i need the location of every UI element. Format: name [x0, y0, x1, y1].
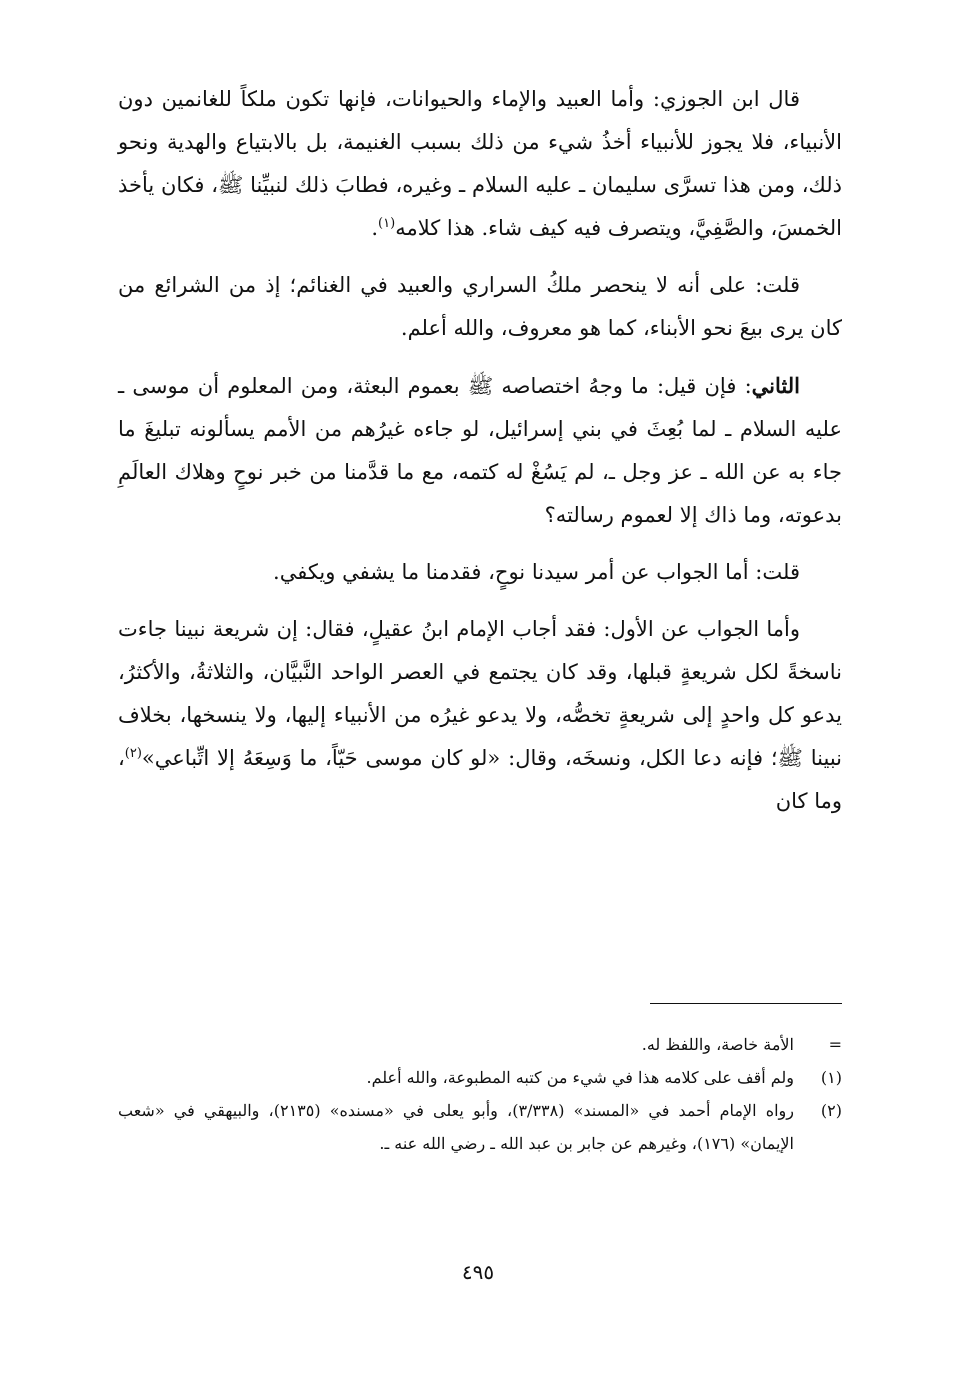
paragraph-4	[118, 551, 842, 594]
footnote-text: رواه الإمام أحمد في «المسند» (٣/٣٣٨)، وأبو يعلى في «مسنده» (٢١٣٥)، والبيهقي في «شعب الإيمان» (١٧٦)، وغيرهم عن جابر بن عبد الله ـ رضي الله عنه ـ.	[118, 1101, 794, 1153]
paragraph-3	[118, 364, 842, 537]
paragraph-5	[118, 608, 842, 823]
paragraph-1-text: قال ابن الجوزي: وأما العبيد والإماء والحيوانات، فإنها تكون ملكاً للغانمين دون الأنبياء، فلا يجوز للأنبياء أخذُ شيء من ذلك بسبب الغنيمة، بل بالابتياع والهدية ونحو ذلك، ومن هذا تسرَّى سليمان ـ عليه السلام ـ وغيره، فطابَ ذلك لنبيِّنا ﷺ، فكان يأخذ الخمسَ، والصَّفِيَّ، ويتصرف فيه كيف شاء. هذا كلامه	[118, 87, 842, 240]
footnote-separator	[650, 1003, 842, 1004]
footnote-text: ولم أقف على كلامه هذا في شيء من كتبه المطبوعة، والله أعلم.	[366, 1068, 794, 1087]
footnote-1	[118, 1061, 842, 1094]
paragraph-1	[118, 78, 842, 250]
paragraph-5-end: ، وما كان	[118, 746, 842, 813]
paragraph-1-end: .	[371, 216, 379, 240]
footnote-2	[118, 1094, 842, 1160]
footnotes	[118, 1028, 842, 1160]
paragraph-3-lead: الثاني	[751, 373, 800, 398]
paragraph-2	[118, 264, 842, 350]
paragraph-3-text: : فإن قيل: ما وجهُ اختصاصه ﷺ بعموم البعثة، ومن المعلوم أن موسى ـ عليه السلام ـ لما بُعِثَ في بني إسرائيل، لو جاءه غيرُهم من الأمم يسألونه تبليغَ ما جاء به عن الله ـ عز وجل ـ، لم يَسُغْ له كتمه، مع ما قدَّمنا من خبر نوحٍ وهلاك العالَمِ بدعوته، وما ذاك إلا لعموم رسالته؟	[118, 374, 842, 527]
footnote-continuation	[118, 1028, 842, 1061]
footnote-ref-1[interactable]: (١)	[378, 216, 396, 231]
paragraph-2-text: قلت: على أنه لا ينحصر ملكُ السراري والعبيد في الغنائم؛ إذ من الشرائع من كان يرى بيعَ نحو الأبناء، كما هو معروف، والله أعلم.	[118, 273, 842, 340]
paragraph-5-text: وأما الجواب عن الأول: فقد أجاب الإمام ابنُ عقيلٍ، فقال: إن شريعة نبينا جاءت ناسخةً لكل شريعةٍ قبلها، وقد كان يجتمع في العصر الواحد النَّبيَّان، والثلاثةُ، والأكثرُ، يدعو كل واحدٍ إلى شريعةٍ تخصُّه، ولا يدعو غيرُه من الأنبياء إليها، ولا ينسخها، بخلاف نبينا ﷺ؛ فإنه دعا الكل، ونسخَه، وقال: «لو كان موسى حَيّاً، ما وَسِعَهُ إلا اتِّباعي»	[118, 617, 842, 770]
footnote-marker: (٢)	[820, 1101, 842, 1120]
footnote-text: الأمة خاصة، واللفظ له.	[641, 1035, 794, 1054]
footnote-marker: =	[828, 1035, 842, 1054]
main-text	[118, 78, 842, 837]
page-number: ٤٩٥	[461, 1260, 495, 1284]
footnote-marker: (١)	[820, 1068, 842, 1087]
footnote-ref-2[interactable]: (٢)	[124, 746, 142, 761]
paragraph-4-text: قلت: أما الجواب عن أمر سيدنا نوحٍ، فقدمنا ما يشفي ويكفي.	[273, 560, 800, 584]
